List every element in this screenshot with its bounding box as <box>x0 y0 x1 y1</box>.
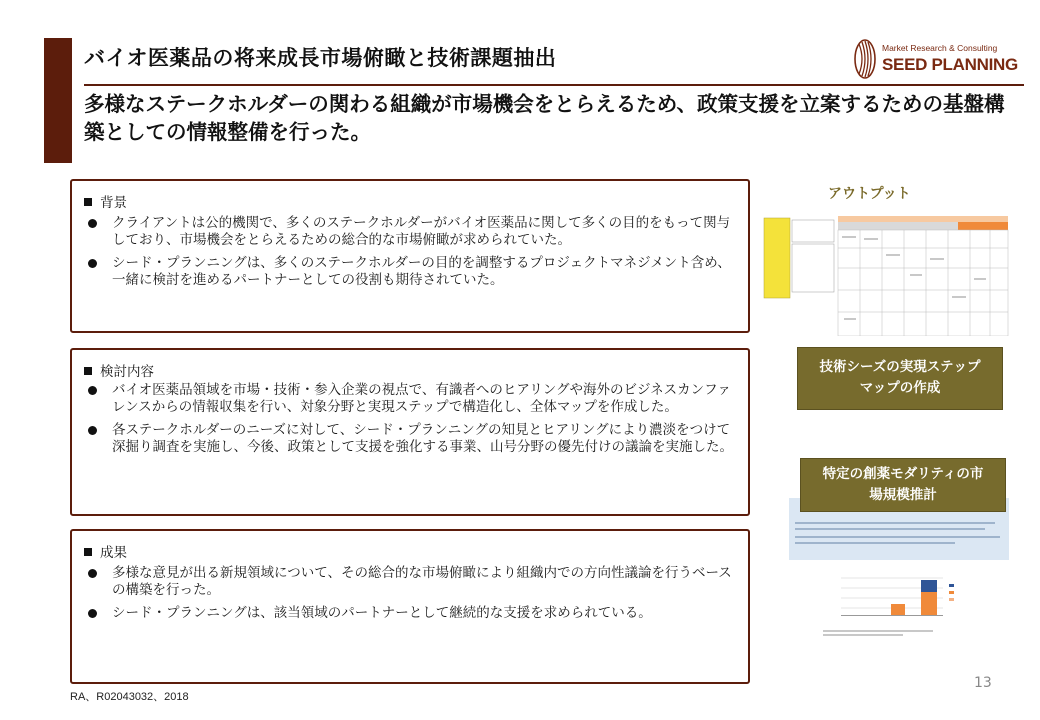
section-heading-label: 検討内容 <box>100 364 154 380</box>
market-size-thumbnail <box>783 494 1013 646</box>
section-heading-label: 背景 <box>100 195 127 211</box>
bullet-item: バイオ医薬品領域を市場・技術・参入企業の視点で、有識者へのヒアリングや海外のビジネスカンファレンスからの情報収集を行い、対象分野と実現ステップで構造化し、全体マップを作成した。 <box>86 382 734 416</box>
title-divider <box>84 84 1024 86</box>
bullet-list <box>86 215 734 295</box>
bullet-item: 多様な意見が出る新規領域について、その総合的な市場俯瞰により組織内での方向性議論を行うベースの構築を行った。 <box>86 565 734 599</box>
bullet-dot-icon <box>88 386 97 395</box>
market-size-output-box <box>800 458 1006 512</box>
square-bullet-icon <box>84 548 92 556</box>
square-bullet-icon <box>84 198 92 206</box>
study-content-section <box>70 348 750 516</box>
step-map-thumbnail <box>760 208 1018 336</box>
section-heading <box>84 360 154 380</box>
bullet-list <box>86 382 734 462</box>
background-section <box>70 179 750 333</box>
bullet-dot-icon <box>88 259 97 268</box>
step-map-output-box <box>797 347 1003 410</box>
page-subtitle: 多様なステークホルダーの関わる組織が市場機会をとらえるため、政策支援を立案するための基盤構築としての情報整備を行った。 <box>84 92 1005 144</box>
square-bullet-icon <box>84 367 92 375</box>
bullet-item: 各ステークホルダーのニーズに対して、シード・プランニングの知見とヒアリングにより濃淡をつけて深掘り調査を実施し、今後、政策として支援を強化する事業、山号分野の優先付けの議論を実施した。 <box>86 422 734 456</box>
page-number: 13 <box>974 675 992 691</box>
company-logo <box>852 38 1022 80</box>
bullet-dot-icon <box>88 219 97 228</box>
bullet-item: シード・プランニングは、多くのステークホルダーの目的を調整するプロジェクトマネジメント含め、一緒に検討を進めるパートナーとしての役割も期待されていた。 <box>86 255 734 289</box>
bullet-dot-icon <box>88 569 97 578</box>
bullet-dot-icon <box>88 426 97 435</box>
accent-bar <box>44 38 72 163</box>
output-label: アウトプット <box>828 186 911 202</box>
logo-tagline: Market Research & Consulting <box>882 43 998 53</box>
section-heading <box>84 541 127 561</box>
bullet-item: シード・プランニングは、該当領域のパートナーとして継続的な支援を求められている。 <box>86 605 734 622</box>
section-heading <box>84 191 127 211</box>
seed-logo-icon <box>852 38 878 80</box>
section-heading-label: 成果 <box>100 545 127 561</box>
results-section <box>70 529 750 684</box>
market-size-output-label: 特定の創薬モダリティの市場規模推計 <box>822 466 984 503</box>
bullet-item: クライアントは公的機関で、多くのステークホルダーがバイオ医薬品に関して多くの目的をもって関与しており、市場機会をとらえるための総合的な市場俯瞰が求められていた。 <box>86 215 734 249</box>
logo-brand: SEED PLANNING <box>882 55 1018 74</box>
page-title: バイオ医薬品の将来成長市場俯瞰と技術課題抽出 <box>84 46 557 70</box>
footer-reference: RA、R02043032、2018 <box>70 691 189 703</box>
step-map-output-label: 技術シーズの実現ステップマップの作成 <box>819 359 981 396</box>
bullet-dot-icon <box>88 609 97 618</box>
bullet-list <box>86 565 734 628</box>
